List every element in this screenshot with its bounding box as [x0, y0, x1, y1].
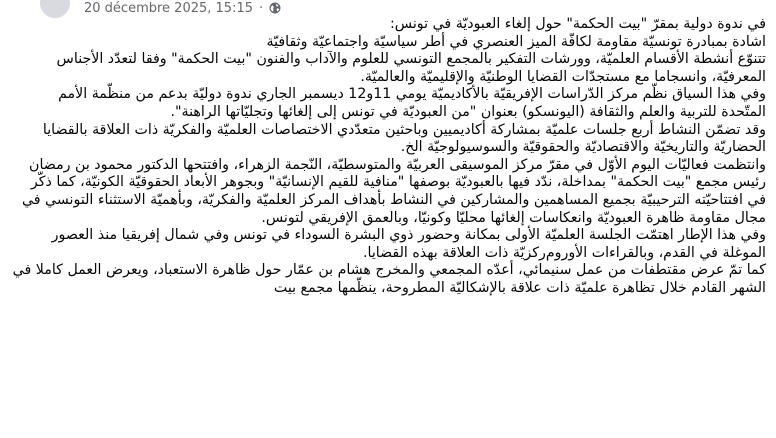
- post-paragraph: وفي هذا السياق نظّم مركز الدّراسات الإفريقيّة بالأكاديميّة يومي 11و12 ديسمبر الجاري ندوة دوليّة بدعم من منظّمة الأمم المتّحدة للتربية والعلم والثقافة (اليونسكو) بعنوان "من العبوديّة في تونس إلى إلغائها وتجليّاتها الراهنة".: [58, 86, 766, 120]
- post-headline: في ندوة دولية بمقرّ "بيت الحكمة" حول إلغاء العبوديّة في تونس:: [389, 16, 766, 32]
- post-meta: [34, 0, 281, 16]
- post-paragraph: وانتظمت فعاليّات اليوم الأوّل في مقرّ مركز الموسيقى العربيّة والمتوسطيّة، النّجمة الزهراء، وافتتحها الدكتور محمود بن رمضان رئيس مجمع "بيت الحكمة" بمداخلة، ندّد فيها بالعبوديّة بوصفها "منافية للقيم الإنسانيّة" وبجوهر الأبعاد الحقوقيّة الكونيّة، كما ذكّر في افتتاحيّته الترحيبيّة بجميع المساهمين والمشاركين في النشاط بأهداف المركز العلميّة والفكريّة، وبأهميّة الاستثناء التونسي في مجال مقاومة ظاهرة العبوديّة وانعكاسات إلغائها محليّا وكونيّا، وبالعمق الإفريقي لتونس.: [21, 156, 766, 226]
- globe-icon[interactable]: [269, 2, 281, 14]
- meta-separator: ·: [259, 0, 264, 16]
- post-paragraph: تتنوّع أنشطة الأقسام العلميّة، وورشات التفكير بالمجمع التونسي للعلوم والآداب والفنون "بيت الحكمة" وفقا لتعدّد الأجناس المعرفيّة، وانسجاما مع مستجدّات القضايا الوطنيّة والإقليميّة والعالميّة.: [56, 51, 766, 85]
- post-body: [10, 16, 766, 298]
- post-timestamp[interactable]: 20 décembre 2025, 15:15: [84, 0, 253, 16]
- post-paragraph: وفي هذا الإطار اهتمّت الجلسة العلميّة الأولى بمكانة وحضور ذوي البشرة السوداء في تونس وفي شمال إفريقيا منذ العصور الموغلة في القدم، وبالقراءات الأوروم‌ركزيّة ذات العلاقة بهذه القضايا.: [51, 227, 766, 261]
- post-paragraph: وقد تضمّن النشاط أربع جلسات علميّة بمشاركة أكاديميين وباحثين متعدّدي الاختصاصات العلميّة والفكريّة ذات العلاقة بالقضايا الحضاريّة والتاريخيّة والاقتصاديّة والحقوقيّة والسوسيولوجيّة الخ.: [42, 121, 766, 156]
- post-paragraph: كما تمّ عرض مقتطفات من عمل سنيمائي، أعدّه المجمعي والمخرج هشام بن عمّار حول ظاهرة الاستعباد، ويعرض العمل كاملا في الشهر القادم خلال تظاهرة علميّة ذات علاقة بالإشكاليّة المطروحة، ينظّمها مجمع بيت: [12, 262, 766, 296]
- post-paragraph: اشادة بمبادرة تونسيّة مقاومة لكافّة الميز العنصري في أطر سياسيّة واجتماعيّة وثقافيّة: [266, 33, 766, 50]
